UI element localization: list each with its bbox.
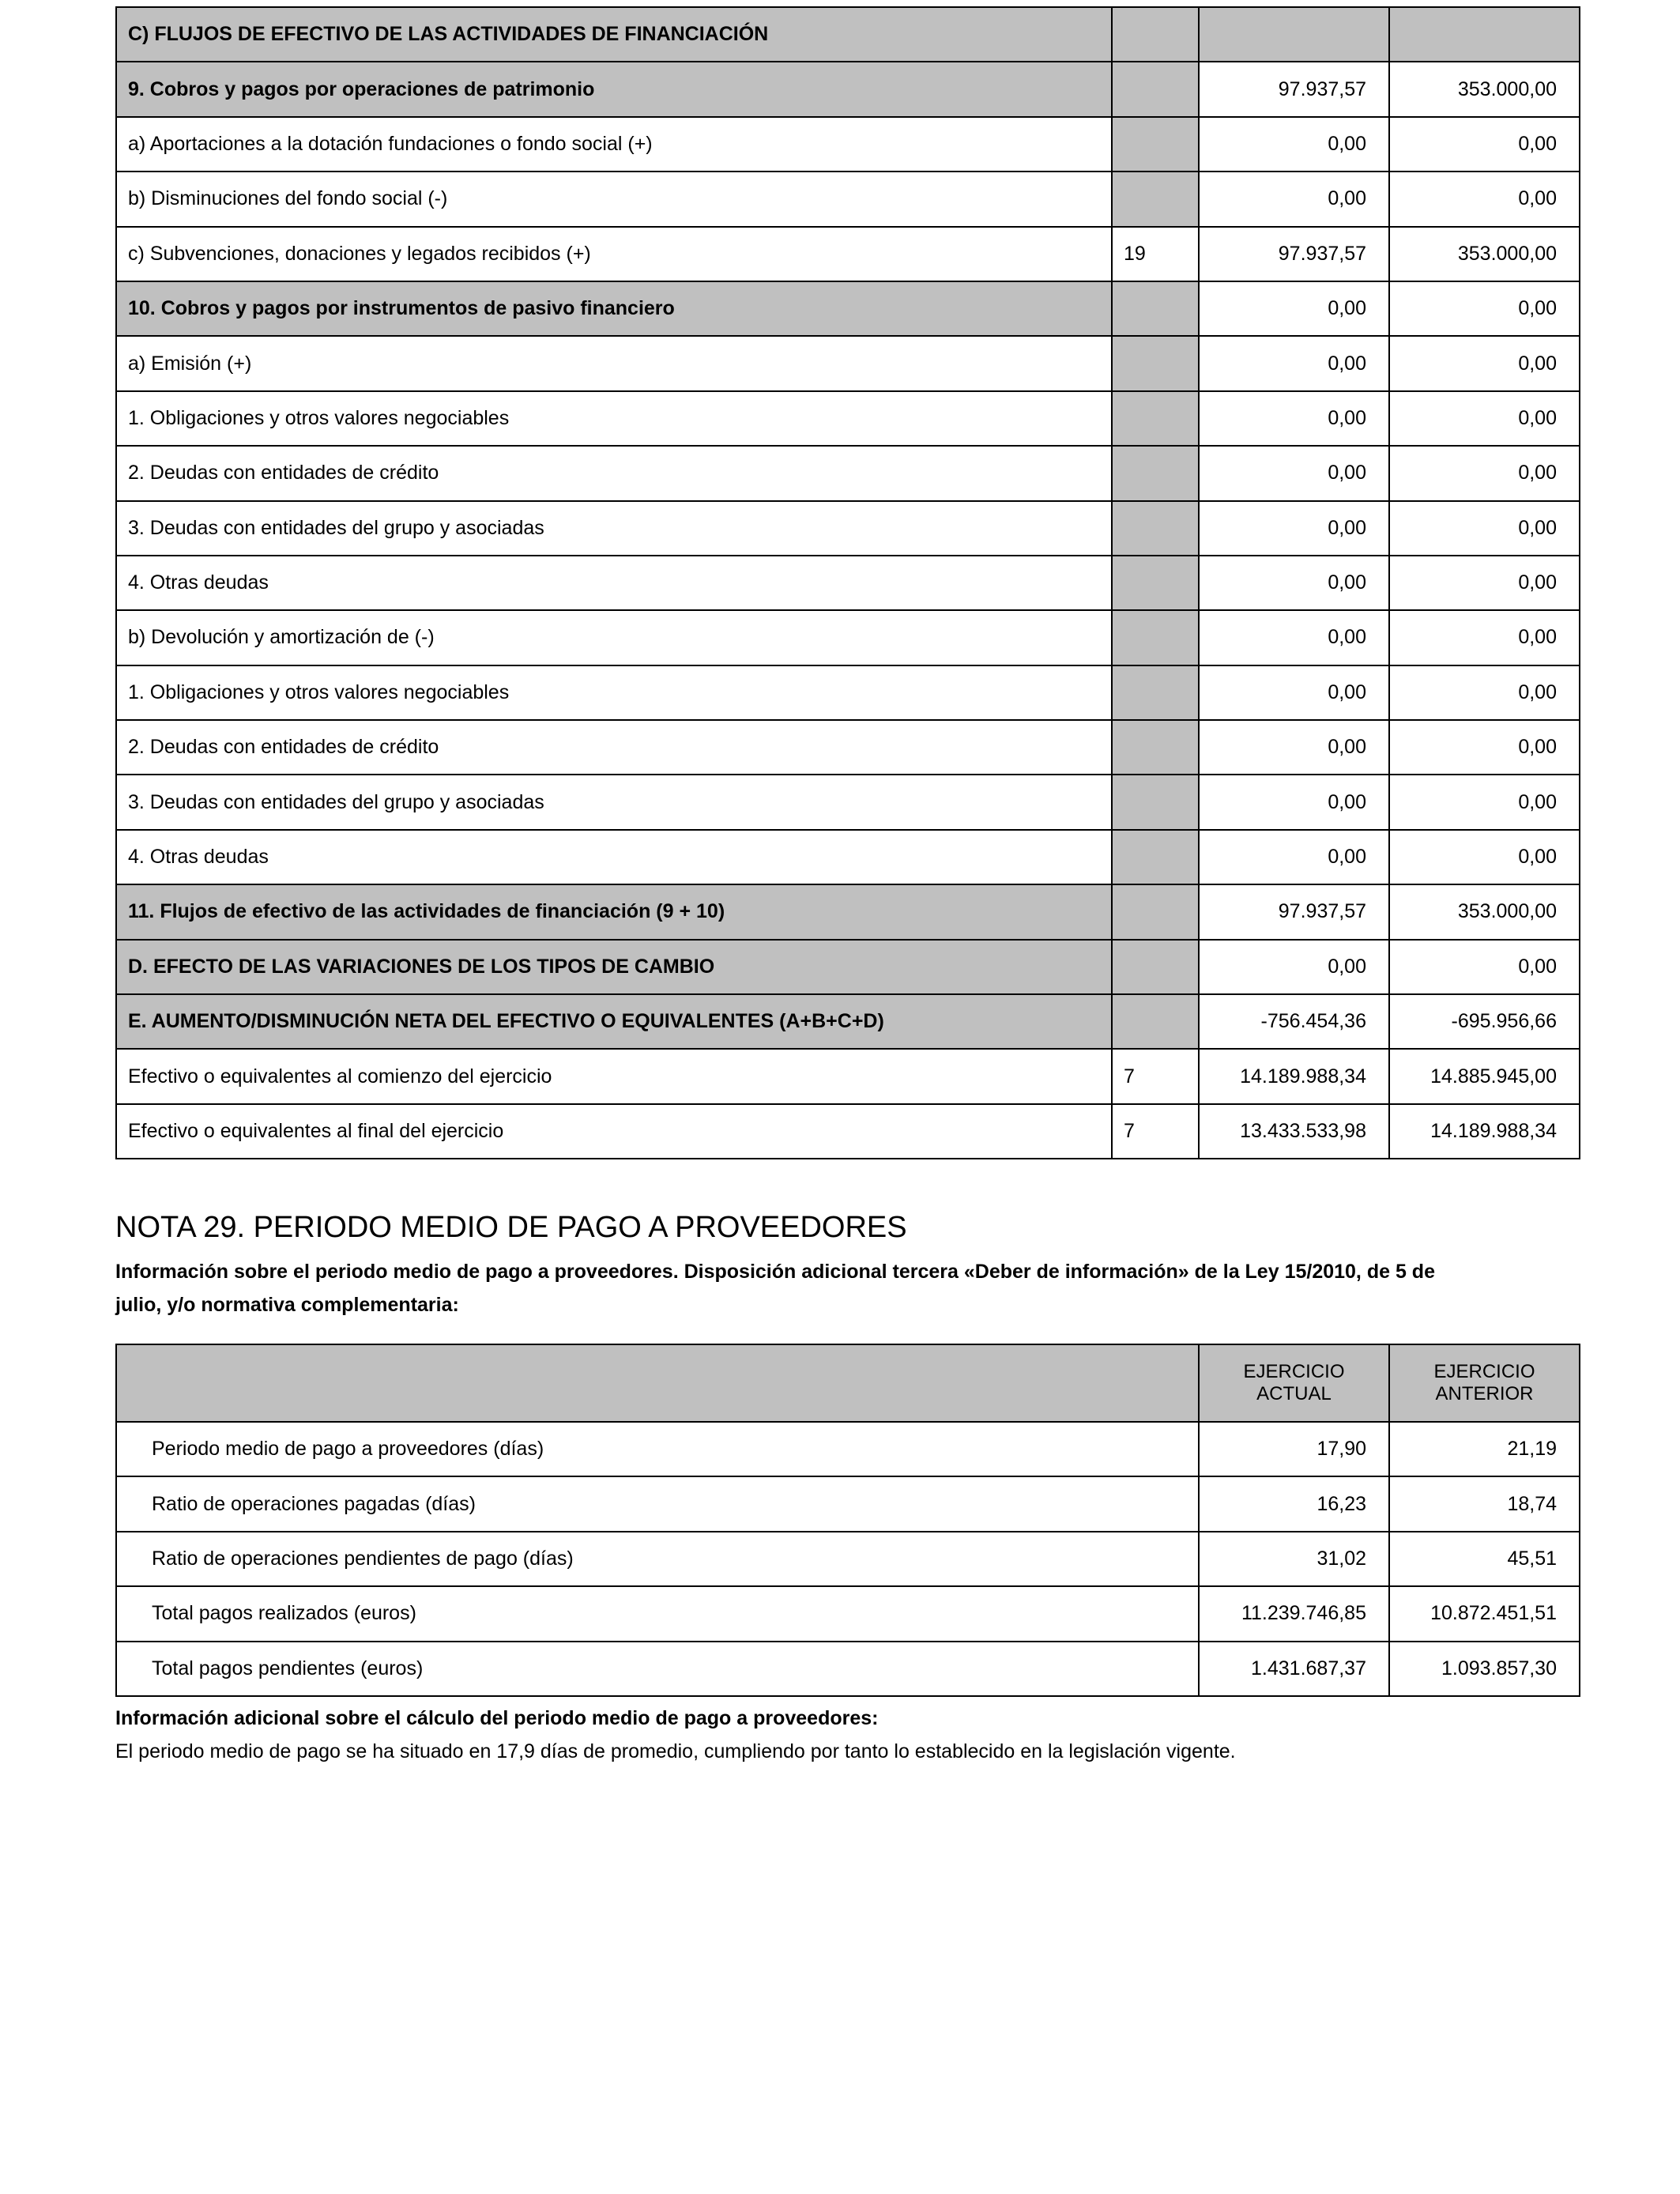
row-note-ref	[1112, 720, 1199, 775]
row-concept: Ratio de operaciones pendientes de pago (días)	[116, 1532, 1199, 1586]
table-row	[116, 775, 1580, 829]
row-concept: 1. Obligaciones y otros valores negociables	[116, 391, 1112, 446]
row-previous-value: 0,00	[1389, 720, 1580, 775]
row-note-ref	[1112, 336, 1199, 390]
row-current-value: 0,00	[1199, 391, 1389, 446]
row-concept: Total pagos realizados (euros)	[116, 1586, 1199, 1641]
row-concept: C) FLUJOS DE EFECTIVO DE LAS ACTIVIDADES DE FINANCIACIÓN	[116, 7, 1112, 62]
table-header-row	[116, 1344, 1580, 1422]
row-previous-value: 21,19	[1389, 1422, 1580, 1476]
row-concept: a) Emisión (+)	[116, 336, 1112, 390]
row-current-value: 0,00	[1199, 775, 1389, 829]
note-29-subtitle: Información sobre el periodo medio de pago a proveedores. Disposición adicional tercera «Deber de información» de la Ley 15/2010, de 5 de julio, y/o normativa complementaria:	[115, 1261, 1435, 1316]
cashflow-financing-table	[115, 6, 1580, 1159]
row-current-value: 31,02	[1199, 1532, 1389, 1586]
row-current-value: 0,00	[1199, 610, 1389, 665]
row-note-ref	[1112, 62, 1199, 116]
row-note-ref	[1112, 830, 1199, 884]
row-note-ref: 19	[1112, 227, 1199, 281]
header-current-year: EJERCICIO ACTUAL	[1199, 1344, 1389, 1422]
row-concept: 2. Deudas con entidades de crédito	[116, 720, 1112, 775]
row-current-value: 13.433.533,98	[1199, 1104, 1389, 1159]
row-concept: Efectivo o equivalentes al final del ejercicio	[116, 1104, 1112, 1159]
row-concept: 1. Obligaciones y otros valores negociables	[116, 665, 1112, 720]
row-previous-value: 14.885.945,00	[1389, 1049, 1580, 1103]
table-row	[116, 994, 1580, 1049]
table-row	[116, 1532, 1580, 1586]
note-29-title: NOTA 29. PERIODO MEDIO DE PAGO A PROVEEDORES	[115, 1211, 907, 1244]
row-current-value: 0,00	[1199, 281, 1389, 336]
row-previous-value: 18,74	[1389, 1476, 1580, 1531]
row-note-ref	[1112, 172, 1199, 226]
table-row	[116, 556, 1580, 610]
row-note-ref	[1112, 391, 1199, 446]
row-current-value: 1.431.687,37	[1199, 1642, 1389, 1696]
row-note-ref	[1112, 446, 1199, 500]
row-previous-value: 14.189.988,34	[1389, 1104, 1580, 1159]
row-current-value: 17,90	[1199, 1422, 1389, 1476]
header-concept-cell	[116, 1344, 1199, 1422]
row-previous-value: 0,00	[1389, 940, 1580, 994]
cashflow-table-body	[116, 7, 1580, 1159]
row-previous-value: 0,00	[1389, 172, 1580, 226]
table-row	[116, 830, 1580, 884]
row-concept: c) Subvenciones, donaciones y legados recibidos (+)	[116, 227, 1112, 281]
row-note-ref	[1112, 775, 1199, 829]
additional-info-title: Información adicional sobre el cálculo del periodo medio de pago a proveedores:	[115, 1707, 879, 1729]
row-current-value	[1199, 7, 1389, 62]
table-row	[116, 117, 1580, 172]
row-note-ref	[1112, 556, 1199, 610]
row-current-value: 0,00	[1199, 117, 1389, 172]
row-note-ref	[1112, 940, 1199, 994]
row-concept: D. EFECTO DE LAS VARIACIONES DE LOS TIPOS DE CAMBIO	[116, 940, 1112, 994]
table-row	[116, 501, 1580, 556]
row-previous-value: 0,00	[1389, 336, 1580, 390]
row-concept: 11. Flujos de efectivo de las actividades de financiación (9 + 10)	[116, 884, 1112, 939]
row-current-value: 0,00	[1199, 446, 1389, 500]
row-concept: 3. Deudas con entidades del grupo y asociadas	[116, 775, 1112, 829]
row-current-value: 16,23	[1199, 1476, 1389, 1531]
row-concept: E. AUMENTO/DISMINUCIÓN NETA DEL EFECTIVO O EQUIVALENTES (A+B+C+D)	[116, 994, 1112, 1049]
row-previous-value: 0,00	[1389, 391, 1580, 446]
table-row	[116, 884, 1580, 939]
row-previous-value: 1.093.857,30	[1389, 1642, 1580, 1696]
row-current-value: 0,00	[1199, 556, 1389, 610]
row-concept: Periodo medio de pago a proveedores (días)	[116, 1422, 1199, 1476]
row-note-ref	[1112, 610, 1199, 665]
row-current-value: 11.239.746,85	[1199, 1586, 1389, 1641]
row-current-value: 0,00	[1199, 940, 1389, 994]
row-note-ref	[1112, 281, 1199, 336]
row-concept: 9. Cobros y pagos por operaciones de patrimonio	[116, 62, 1112, 116]
row-previous-value: 10.872.451,51	[1389, 1586, 1580, 1641]
row-note-ref: 7	[1112, 1104, 1199, 1159]
additional-info-text: El periodo medio de pago se ha situado en 17,9 días de promedio, cumpliendo por tanto lo establecido en la legislación vigente.	[115, 1740, 1236, 1762]
table-row	[116, 665, 1580, 720]
row-concept: 4. Otras deudas	[116, 830, 1112, 884]
row-note-ref	[1112, 7, 1199, 62]
row-concept: a) Aportaciones a la dotación fundaciones o fondo social (+)	[116, 117, 1112, 172]
row-note-ref	[1112, 994, 1199, 1049]
row-current-value: 0,00	[1199, 501, 1389, 556]
row-previous-value: 0,00	[1389, 501, 1580, 556]
row-previous-value: 0,00	[1389, 556, 1580, 610]
table-row	[116, 62, 1580, 116]
row-note-ref	[1112, 501, 1199, 556]
row-current-value: 97.937,57	[1199, 227, 1389, 281]
supplier-payment-period-table	[115, 1344, 1580, 1697]
row-note-ref: 7	[1112, 1049, 1199, 1103]
table-row	[116, 1586, 1580, 1641]
row-current-value: 14.189.988,34	[1199, 1049, 1389, 1103]
table-row	[116, 940, 1580, 994]
table-row	[116, 391, 1580, 446]
table-row	[116, 1049, 1580, 1103]
supplier-payment-table-body	[116, 1344, 1580, 1696]
header-previous-year: EJERCICIO ANTERIOR	[1389, 1344, 1580, 1422]
row-current-value: 0,00	[1199, 172, 1389, 226]
table-row	[116, 227, 1580, 281]
table-row	[116, 610, 1580, 665]
row-previous-value: 0,00	[1389, 446, 1580, 500]
row-concept: 2. Deudas con entidades de crédito	[116, 446, 1112, 500]
row-previous-value: 0,00	[1389, 830, 1580, 884]
row-previous-value: 0,00	[1389, 610, 1580, 665]
row-note-ref	[1112, 665, 1199, 720]
row-current-value: 0,00	[1199, 336, 1389, 390]
row-current-value: 97.937,57	[1199, 62, 1389, 116]
row-concept: 10. Cobros y pagos por instrumentos de pasivo financiero	[116, 281, 1112, 336]
row-concept: b) Devolución y amortización de (-)	[116, 610, 1112, 665]
row-concept: 4. Otras deudas	[116, 556, 1112, 610]
row-previous-value	[1389, 7, 1580, 62]
row-current-value: -756.454,36	[1199, 994, 1389, 1049]
row-concept: Efectivo o equivalentes al comienzo del ejercicio	[116, 1049, 1112, 1103]
row-concept: Ratio de operaciones pagadas (días)	[116, 1476, 1199, 1531]
row-previous-value: 353.000,00	[1389, 62, 1580, 116]
row-concept: 3. Deudas con entidades del grupo y asociadas	[116, 501, 1112, 556]
row-previous-value: 45,51	[1389, 1532, 1580, 1586]
row-previous-value: 353.000,00	[1389, 884, 1580, 939]
row-previous-value: 0,00	[1389, 775, 1580, 829]
row-previous-value: 0,00	[1389, 281, 1580, 336]
row-previous-value: 353.000,00	[1389, 227, 1580, 281]
table-row	[116, 336, 1580, 390]
table-row	[116, 1422, 1580, 1476]
table-row	[116, 1476, 1580, 1531]
row-current-value: 0,00	[1199, 720, 1389, 775]
row-current-value: 0,00	[1199, 830, 1389, 884]
table-row	[116, 172, 1580, 226]
table-row	[116, 7, 1580, 62]
table-row	[116, 1104, 1580, 1159]
table-row	[116, 1642, 1580, 1696]
row-current-value: 0,00	[1199, 665, 1389, 720]
row-previous-value: 0,00	[1389, 665, 1580, 720]
table-row	[116, 720, 1580, 775]
row-previous-value: 0,00	[1389, 117, 1580, 172]
row-concept: b) Disminuciones del fondo social (-)	[116, 172, 1112, 226]
table-row	[116, 281, 1580, 336]
row-current-value: 97.937,57	[1199, 884, 1389, 939]
row-previous-value: -695.956,66	[1389, 994, 1580, 1049]
row-note-ref	[1112, 117, 1199, 172]
row-concept: Total pagos pendientes (euros)	[116, 1642, 1199, 1696]
table-row	[116, 446, 1580, 500]
row-note-ref	[1112, 884, 1199, 939]
